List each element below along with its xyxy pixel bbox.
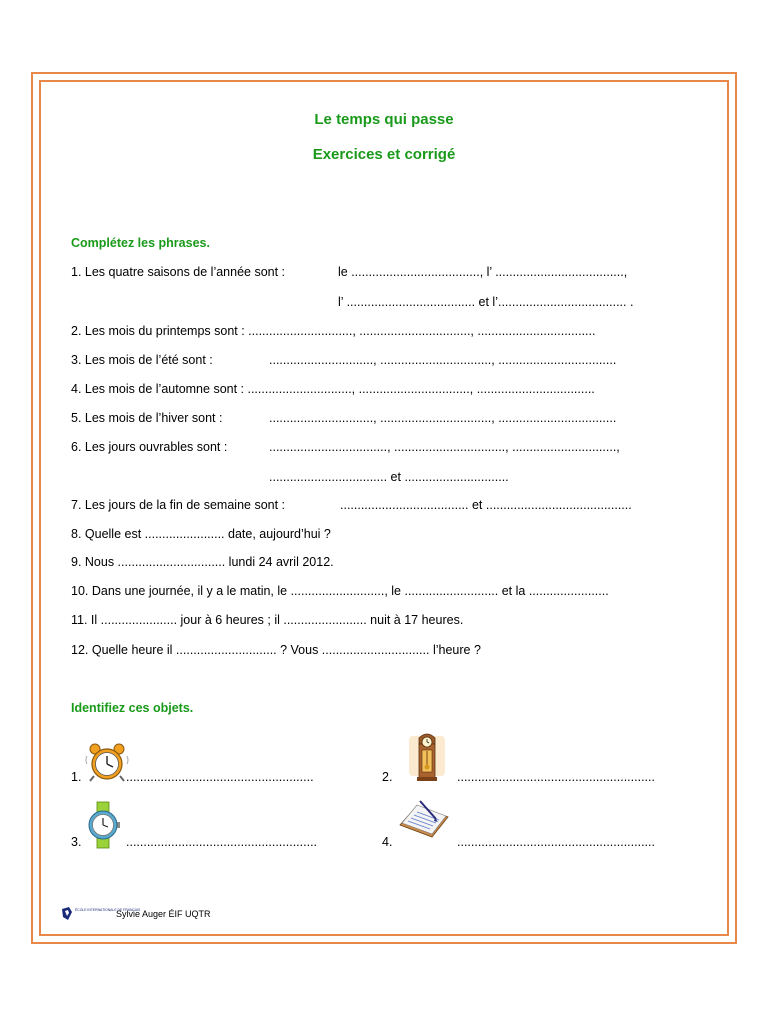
sentence-7-label: 7. Les jours de la fin de semaine sont : [71,498,286,512]
sentence-6-label: 6. Les jours ouvrables sont : [71,440,228,454]
footer-author: Sylvie Auger ÉIF UQTR [116,909,211,919]
object-2-number: 2. [382,770,393,784]
sentence-4: 4. Les mois de l’automne sont : .............................., ................................, .................................. [71,382,595,396]
sentence-11: 11. Il ...................... jour à 6 heures ; il ........................ nuit à 17 heures. [71,613,464,627]
sentence-9: 9. Nous ............................... lundi 24 avril 2012. [71,555,334,569]
object-3-blank: ....................................................... [126,835,318,849]
eif-logo [60,905,141,923]
sentence-6-blanks-a: .................................., ................................, .............................., [269,440,620,454]
sentence-3-blanks: .............................., ................................, .................................. [269,353,617,367]
sentence-6-blanks-b: .................................. et .............................. [269,470,509,484]
sentence-1-blanks-b: l’ ..................................... et l’..................................... . [338,295,634,309]
sentence-5-label: 5. Les mois de l’hiver sont : [71,411,223,425]
sentence-1-blanks-a: le ....................................., l’ ....................................., [338,265,628,279]
object-1-blank: ...................................................... [126,770,314,784]
sentence-12: 12. Quelle heure il ............................. ? Vous ............................... l’heure ? [71,643,481,657]
sentence-8: 8. Quelle est ....................... date, aujourd’hui ? [71,527,331,541]
object-4-number: 4. [382,835,393,849]
grandfather-clock-icon [405,730,449,782]
sentence-7-blanks: ..................................... et .......................................... [340,498,632,512]
sentence-1-label: 1. Les quatre saisons de l’année sont : [71,265,286,279]
alarm-clock-icon [84,742,130,782]
object-2-blank: ......................................................... [457,770,655,784]
object-1-number: 1. [71,770,82,784]
sentence-5-blanks: .............................., ................................, .................................. [269,411,617,425]
sentence-10: 10. Dans une journée, il y a le matin, le ..........................., le ........................... et la ....................... [71,584,609,598]
section-heading-identifiez: Identifiez ces objets. [71,701,194,715]
page-title: Le temps qui passe [314,111,454,128]
section-heading-completez: Complétez les phrases. [71,236,210,250]
object-3-number: 3. [71,835,82,849]
eif-logo-text: ÉCOLE INTERNATIONALE DE FRANÇAIS [75,908,141,912]
sentence-2: 2. Les mois du printemps sont : .............................., ................................, .................................. [71,324,596,338]
wristwatch-icon [84,802,122,848]
agenda-book-icon [398,799,450,839]
sentence-3-label: 3. Les mois de l’été sont : [71,353,213,367]
object-4-blank: ......................................................... [457,835,655,849]
page-subtitle: Exercices et corrigé [312,146,456,163]
